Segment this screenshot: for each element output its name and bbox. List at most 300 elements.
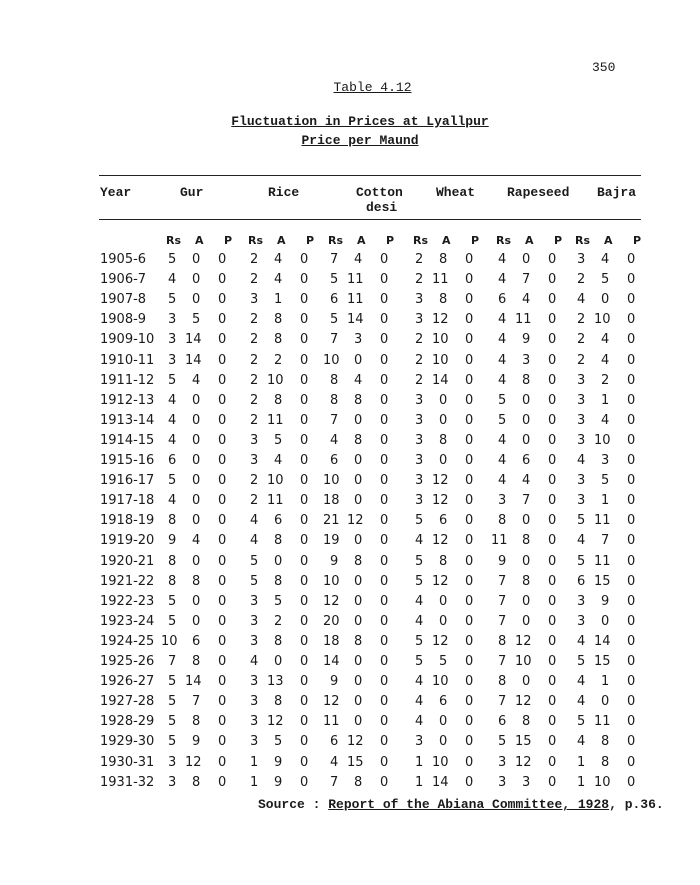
price-cell: 5 [274,432,283,448]
price-cell: 0 [192,412,201,428]
price-cell: 12 [515,694,532,710]
price-cell: 0 [300,694,309,710]
price-cell: 2 [415,252,424,267]
price-cell: 0 [354,593,363,609]
price-cell: 0 [601,613,610,629]
price-cell: 8 [330,372,339,388]
price-cell: 8 [522,533,531,549]
price-cell: 0 [354,613,363,629]
year-cell: 1920-21 [100,553,155,569]
price-cell: 4 [601,352,610,368]
price-cell: 2 [250,493,259,509]
price-cell: 0 [439,613,448,629]
price-cell: 10 [161,633,178,649]
price-cell: 3 [415,453,424,468]
price-cell: 0 [380,754,389,770]
unit-label: A [442,234,451,247]
top-rule [99,175,641,176]
price-cell: 3 [498,774,507,790]
price-cell: 8 [439,252,448,267]
price-cell: 2 [415,332,424,348]
price-cell: 4 [250,654,259,669]
source-label: Source : [258,797,321,812]
price-cell: 8 [274,533,283,549]
price-cell: 8 [354,774,363,790]
price-cell: 0 [354,674,363,690]
unit-label: P [633,234,642,247]
price-cell: 4 [577,292,586,308]
price-cell: 0 [627,754,636,770]
price-cell: 7 [330,412,339,428]
price-cell: 2 [250,332,259,348]
price-cell: 0 [300,754,309,770]
price-cell: 12 [432,573,449,589]
price-cell: 5 [250,573,259,589]
price-cell: 0 [548,714,557,730]
price-cell: 8 [601,734,610,750]
price-cell: 15 [515,734,532,750]
price-cell: 0 [627,553,636,569]
price-cell: 9 [522,332,531,348]
price-cell: 3 [250,613,259,629]
price-cell: 5 [415,633,424,649]
unit-label: Rs [496,234,512,247]
price-cell: 8 [354,633,363,649]
price-cell: 10 [432,352,449,368]
price-cell: 0 [354,493,363,509]
price-cell: 5 [415,573,424,589]
price-cell: 4 [168,412,177,428]
price-cell: 10 [515,654,532,669]
price-cell: 2 [577,332,586,348]
price-cell: 1 [415,774,424,790]
price-cell: 0 [380,392,389,408]
price-cell: 0 [522,674,531,690]
unit-label: A [525,234,534,247]
price-cell: 0 [274,553,283,569]
price-cell: 0 [465,593,474,609]
price-cell: 6 [330,734,339,750]
year-cell: 1911-12 [100,372,155,388]
price-cell: 0 [465,674,474,690]
price-cell: 9 [274,774,283,790]
source-note [258,797,664,812]
price-cell: 0 [300,372,309,388]
price-cell: 0 [465,352,474,368]
price-cell: 3 [250,714,259,730]
price-cell: 14 [432,372,449,388]
price-cell: 15 [594,573,611,589]
price-cell: 4 [577,453,586,468]
price-cell: 8 [274,694,283,710]
price-cell: 0 [192,513,201,529]
year-cell: 1918-19 [100,513,155,529]
year-cell: 1927-28 [100,694,155,710]
price-cell: 11 [267,412,284,428]
price-cell: 2 [577,272,586,288]
price-cell: 0 [300,292,309,308]
price-cell: 6 [498,714,507,730]
price-cell: 0 [548,694,557,710]
price-cell: 11 [594,553,611,569]
price-cell: 0 [300,633,309,649]
price-cell: 0 [300,654,309,669]
price-cell: 8 [168,513,177,529]
price-cell: 0 [548,372,557,388]
source-page: , p.36. [609,797,664,812]
price-cell: 0 [465,412,474,428]
price-cell: 0 [627,352,636,368]
price-cell: 0 [548,392,557,408]
price-cell: 5 [168,593,177,609]
price-cell: 0 [192,473,201,489]
source-reference: Report of the Abiana Committee, 1928 [328,797,610,812]
price-cell: 6 [522,453,531,468]
price-cell: 8 [192,654,201,669]
price-cell: 1 [577,754,586,770]
price-cell: 0 [218,412,227,428]
price-cell: 0 [465,613,474,629]
price-cell: 14 [432,774,449,790]
price-cell: 0 [627,493,636,509]
price-cell: 0 [218,654,227,669]
price-cell: 0 [354,714,363,730]
price-cell: 0 [192,593,201,609]
price-cell: 7 [192,694,201,710]
price-cell: 0 [380,573,389,589]
price-cell: 0 [300,332,309,348]
price-cell: 0 [300,714,309,730]
price-cell: 4 [192,533,201,549]
price-cell: 2 [577,352,586,368]
price-cell: 0 [192,292,201,308]
price-cell: 0 [380,292,389,308]
year-cell: 1928-29 [100,714,155,730]
price-cell: 2 [250,272,259,288]
price-cell: 2 [250,412,259,428]
price-cell: 3 [250,734,259,750]
price-cell: 1 [601,674,610,690]
price-cell: 2 [274,352,283,368]
price-cell: 19 [323,533,340,549]
price-cell: 0 [192,432,201,448]
price-cell: 0 [548,352,557,368]
price-cell: 0 [218,694,227,710]
price-cell: 0 [465,734,474,750]
price-cell: 0 [548,774,557,790]
price-cell: 3 [577,412,586,428]
price-cell: 4 [415,714,424,730]
price-cell: 7 [601,533,610,549]
unit-label: P [471,234,480,247]
price-cell: 0 [548,252,557,267]
unit-label: A [604,234,613,247]
price-cell: 3 [498,493,507,509]
price-cell: 0 [300,573,309,589]
price-cell: 11 [491,533,508,549]
price-cell: 3 [415,734,424,750]
price-cell: 0 [380,694,389,710]
unit-label: Rs [575,234,591,247]
price-cell: 0 [548,754,557,770]
price-cell: 3 [577,432,586,448]
price-cell: 4 [168,392,177,408]
price-cell: 0 [465,714,474,730]
price-cell: 2 [250,352,259,368]
price-cell: 7 [522,272,531,288]
price-cell: 4 [415,694,424,710]
price-cell: 5 [168,613,177,629]
price-cell: 0 [439,392,448,408]
price-cell: 8 [192,774,201,790]
price-cell: 4 [522,292,531,308]
year-cell: 1912-13 [100,392,155,408]
price-cell: 7 [498,694,507,710]
price-cell: 0 [300,453,309,468]
price-cell: 0 [465,654,474,669]
price-cell: 18 [323,493,340,509]
price-cell: 14 [347,312,364,328]
price-cell: 0 [548,734,557,750]
price-cell: 2 [415,272,424,288]
price-cell: 3 [577,252,586,267]
year-cell: 1924-25 [100,633,155,649]
price-cell: 0 [380,272,389,288]
price-cell: 5 [577,654,586,669]
price-cell: 10 [432,332,449,348]
price-cell: 0 [465,694,474,710]
price-cell: 5 [168,714,177,730]
price-cell: 0 [627,392,636,408]
unit-label: Rs [413,234,429,247]
price-cell: 2 [250,312,259,328]
price-cell: 3 [168,352,177,368]
price-cell: 8 [439,553,448,569]
price-cell: 11 [515,312,532,328]
year-cell: 1913-14 [100,412,155,428]
price-cell: 5 [330,272,339,288]
price-cell: 0 [218,252,227,267]
price-cell: 0 [380,633,389,649]
price-cell: 11 [432,272,449,288]
price-cell: 9 [330,674,339,690]
price-cell: 2 [250,252,259,267]
price-cell: 0 [548,493,557,509]
price-cell: 1 [601,392,610,408]
price-cell: 0 [218,674,227,690]
price-cell: 5 [168,372,177,388]
price-cell: 8 [498,633,507,649]
price-cell: 8 [274,573,283,589]
price-cell: 3 [168,332,177,348]
price-cell: 6 [330,453,339,468]
year-cell: 1909-10 [100,332,155,348]
price-cell: 0 [218,432,227,448]
year-cell: 1919-20 [100,533,155,549]
price-cell: 10 [594,432,611,448]
table-subtitle: Fluctuation in Prices at Lyallpur [231,114,489,129]
year-cell: 1930-31 [100,754,155,770]
price-cell: 11 [267,493,284,509]
price-cell: 0 [218,573,227,589]
price-cell: 1 [601,493,610,509]
price-cell: 0 [218,272,227,288]
price-cell: 12 [323,694,340,710]
price-cell: 0 [548,312,557,328]
price-cell: 9 [168,533,177,549]
price-cell: 0 [465,312,474,328]
price-cell: 4 [168,493,177,509]
price-cell: 0 [380,553,389,569]
price-cell: 8 [192,714,201,730]
price-cell: 0 [627,412,636,428]
price-cell: 2 [250,473,259,489]
price-cell: 4 [415,674,424,690]
price-cell: 4 [601,332,610,348]
price-cell: 6 [439,513,448,529]
year-cell: 1905-6 [100,252,147,267]
price-cell: 4 [250,513,259,529]
year-cell: 1923-24 [100,613,155,629]
price-cell: 3 [577,493,586,509]
price-cell: 2 [250,392,259,408]
price-cell: 12 [432,493,449,509]
price-cell: 0 [218,553,227,569]
price-cell: 0 [465,493,474,509]
price-cell: 0 [439,734,448,750]
price-cell: 0 [354,694,363,710]
year-cell: 1917-18 [100,493,155,509]
price-cell: 12 [432,633,449,649]
unit-label: A [195,234,204,247]
price-cell: 0 [627,453,636,468]
year-cell: 1922-23 [100,593,155,609]
price-cell: 0 [300,493,309,509]
price-cell: 12 [432,473,449,489]
price-cell: 10 [323,352,340,368]
unit-label: Rs [328,234,344,247]
price-cell: 0 [218,754,227,770]
price-cell: 0 [300,593,309,609]
price-cell: 12 [185,754,202,770]
price-cell: 8 [354,553,363,569]
price-cell: 0 [627,734,636,750]
price-cell: 9 [274,754,283,770]
header-rapeseed: Rapeseed [507,185,570,200]
price-cell: 0 [218,774,227,790]
price-cell: 0 [300,774,309,790]
unit-label: P [224,234,233,247]
price-cell: 0 [627,432,636,448]
price-cell: 11 [594,714,611,730]
price-cell: 3 [250,593,259,609]
price-cell: 0 [218,372,227,388]
price-cell: 12 [432,533,449,549]
price-cell: 0 [627,372,636,388]
price-cell: 0 [380,774,389,790]
price-cell: 0 [439,593,448,609]
price-cell: 4 [498,312,507,328]
price-cell: 0 [380,533,389,549]
price-cell: 0 [465,533,474,549]
price-cell: 2 [601,372,610,388]
price-cell: 5 [168,694,177,710]
price-cell: 6 [498,292,507,308]
price-cell: 6 [168,453,177,468]
price-cell: 7 [498,613,507,629]
price-cell: 0 [548,332,557,348]
price-cell: 7 [522,493,531,509]
header-cotton: Cotton [356,185,403,200]
price-cell: 0 [601,292,610,308]
price-cell: 0 [548,473,557,489]
unit-label: A [357,234,366,247]
price-cell: 11 [594,513,611,529]
price-cell: 8 [354,432,363,448]
price-cell: 0 [380,352,389,368]
price-cell: 4 [330,754,339,770]
price-cell: 3 [415,412,424,428]
price-cell: 3 [415,292,424,308]
year-cell: 1907-8 [100,292,147,308]
price-cell: 0 [522,392,531,408]
unit-label: Rs [166,234,182,247]
price-cell: 0 [354,533,363,549]
price-cell: 8 [498,513,507,529]
year-cell: 1910-11 [100,352,155,368]
price-cell: 7 [498,593,507,609]
price-cell: 6 [192,633,201,649]
price-cell: 8 [522,573,531,589]
price-cell: 0 [439,714,448,730]
price-cell: 0 [548,553,557,569]
table-unit-subtitle: Price per Maund [301,133,419,148]
price-cell: 0 [354,412,363,428]
price-cell: 0 [192,252,201,267]
price-cell: 5 [439,654,448,669]
price-cell: 0 [627,694,636,710]
header-cotton-desi: desi [366,200,398,215]
price-cell: 0 [354,352,363,368]
price-cell: 4 [354,372,363,388]
price-cell: 0 [380,473,389,489]
price-cell: 9 [498,553,507,569]
price-cell: 12 [323,593,340,609]
price-cell: 0 [218,292,227,308]
price-cell: 4 [498,352,507,368]
price-cell: 0 [218,633,227,649]
page-number: 350 [592,60,616,75]
header-rule [99,219,641,220]
price-cell: 0 [465,633,474,649]
price-cell: 0 [522,412,531,428]
price-cell: 0 [354,654,363,669]
price-cell: 5 [192,312,201,328]
price-cell: 0 [300,473,309,489]
year-cell: 1921-22 [100,573,155,589]
price-cell: 0 [192,453,201,468]
price-cell: 4 [577,694,586,710]
price-cell: 7 [498,573,507,589]
year-cell: 1931-32 [100,774,155,790]
price-cell: 0 [465,292,474,308]
price-cell: 8 [439,292,448,308]
price-cell: 7 [330,252,339,267]
price-cell: 5 [577,714,586,730]
price-cell: 4 [168,432,177,448]
price-cell: 15 [347,754,364,770]
price-cell: 5 [415,553,424,569]
